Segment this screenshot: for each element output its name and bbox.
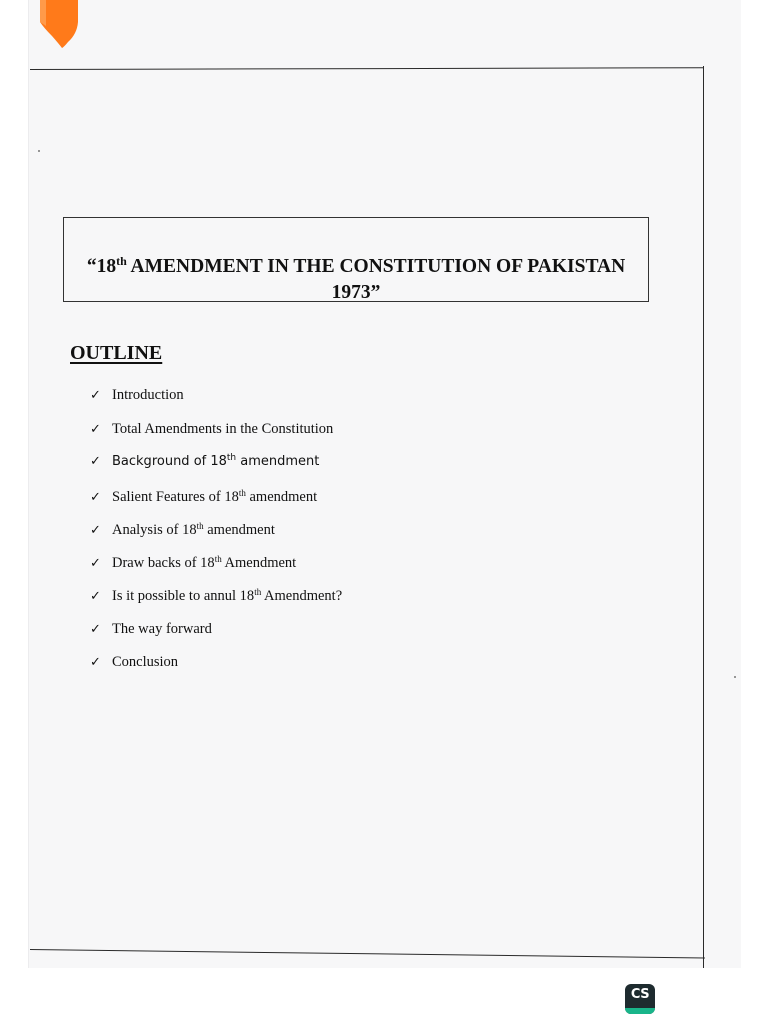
checkmark-icon: ✓ bbox=[90, 454, 101, 469]
outline-item-text: Introduction bbox=[112, 387, 184, 403]
camscanner-logo-bar bbox=[625, 1008, 655, 1014]
outline-item-background bbox=[90, 451, 319, 473]
scan-speck bbox=[38, 150, 40, 152]
outline-item-text-after: Amendment bbox=[221, 555, 297, 571]
outline-item-text: Background of 18 bbox=[112, 454, 227, 469]
outline-item-text: The way forward bbox=[112, 621, 212, 637]
checkmark-icon: ✓ bbox=[90, 556, 101, 571]
outline-item-superscript: th bbox=[196, 521, 204, 531]
title-line-2: 1973” bbox=[331, 282, 381, 303]
outline-item-way-forward bbox=[90, 618, 212, 640]
outline-item-text-after: amendment bbox=[236, 454, 320, 469]
outline-item-text-after: Amendment? bbox=[261, 588, 343, 604]
outline-item-annul-question bbox=[90, 585, 342, 607]
outline-item-introduction bbox=[90, 384, 184, 406]
outline-item-superscript: th bbox=[226, 453, 237, 463]
outline-item-text: Analysis of 18 bbox=[112, 522, 197, 538]
bookmark-tab-shape bbox=[40, 0, 86, 50]
title-open-quote: “18 bbox=[86, 256, 117, 277]
outline-item-total-amendments bbox=[90, 418, 333, 440]
camscanner-logo-text: CS bbox=[630, 987, 650, 1002]
checkmark-icon: ✓ bbox=[90, 422, 101, 437]
outline-item-text: Salient Features of 18 bbox=[112, 489, 239, 505]
outline-heading: OUTLINE bbox=[70, 342, 163, 364]
checkmark-icon: ✓ bbox=[90, 523, 101, 538]
outline-item-salient-features bbox=[90, 486, 317, 508]
outline-item-draw-backs bbox=[90, 552, 296, 574]
outline-item-text: Total Amendments in the Constitution bbox=[112, 421, 334, 437]
checkmark-icon: ✓ bbox=[90, 490, 101, 505]
checkmark-icon: ✓ bbox=[90, 589, 101, 604]
outline-item-text: Draw backs of 18 bbox=[112, 555, 215, 571]
outline-item-analysis bbox=[90, 519, 275, 541]
title-line-1 bbox=[64, 254, 648, 280]
outline-item-conclusion bbox=[90, 651, 178, 673]
outline-item-text: Is it possible to annul 18 bbox=[112, 588, 255, 604]
checkmark-icon: ✓ bbox=[90, 655, 101, 670]
checkmark-icon: ✓ bbox=[90, 388, 101, 403]
camscanner-logo bbox=[625, 984, 655, 1014]
outline-item-superscript: th bbox=[238, 488, 246, 498]
outline-item-superscript: th bbox=[214, 554, 222, 564]
scan-speck bbox=[734, 676, 736, 678]
title-box bbox=[63, 217, 649, 302]
outline-item-superscript: th bbox=[254, 587, 262, 597]
outline-item-text: Conclusion bbox=[112, 654, 179, 670]
border-line-right bbox=[703, 66, 704, 968]
title-superscript: th bbox=[116, 254, 127, 268]
outline-item-text-after: amendment bbox=[245, 489, 318, 505]
checkmark-icon: ✓ bbox=[90, 622, 101, 637]
paper-sheet bbox=[28, 0, 741, 968]
title-line-1-rest: AMENDMENT IN THE CONSTITUTION OF PAKISTAN bbox=[126, 256, 626, 277]
outline-item-text-after: amendment bbox=[203, 522, 275, 538]
